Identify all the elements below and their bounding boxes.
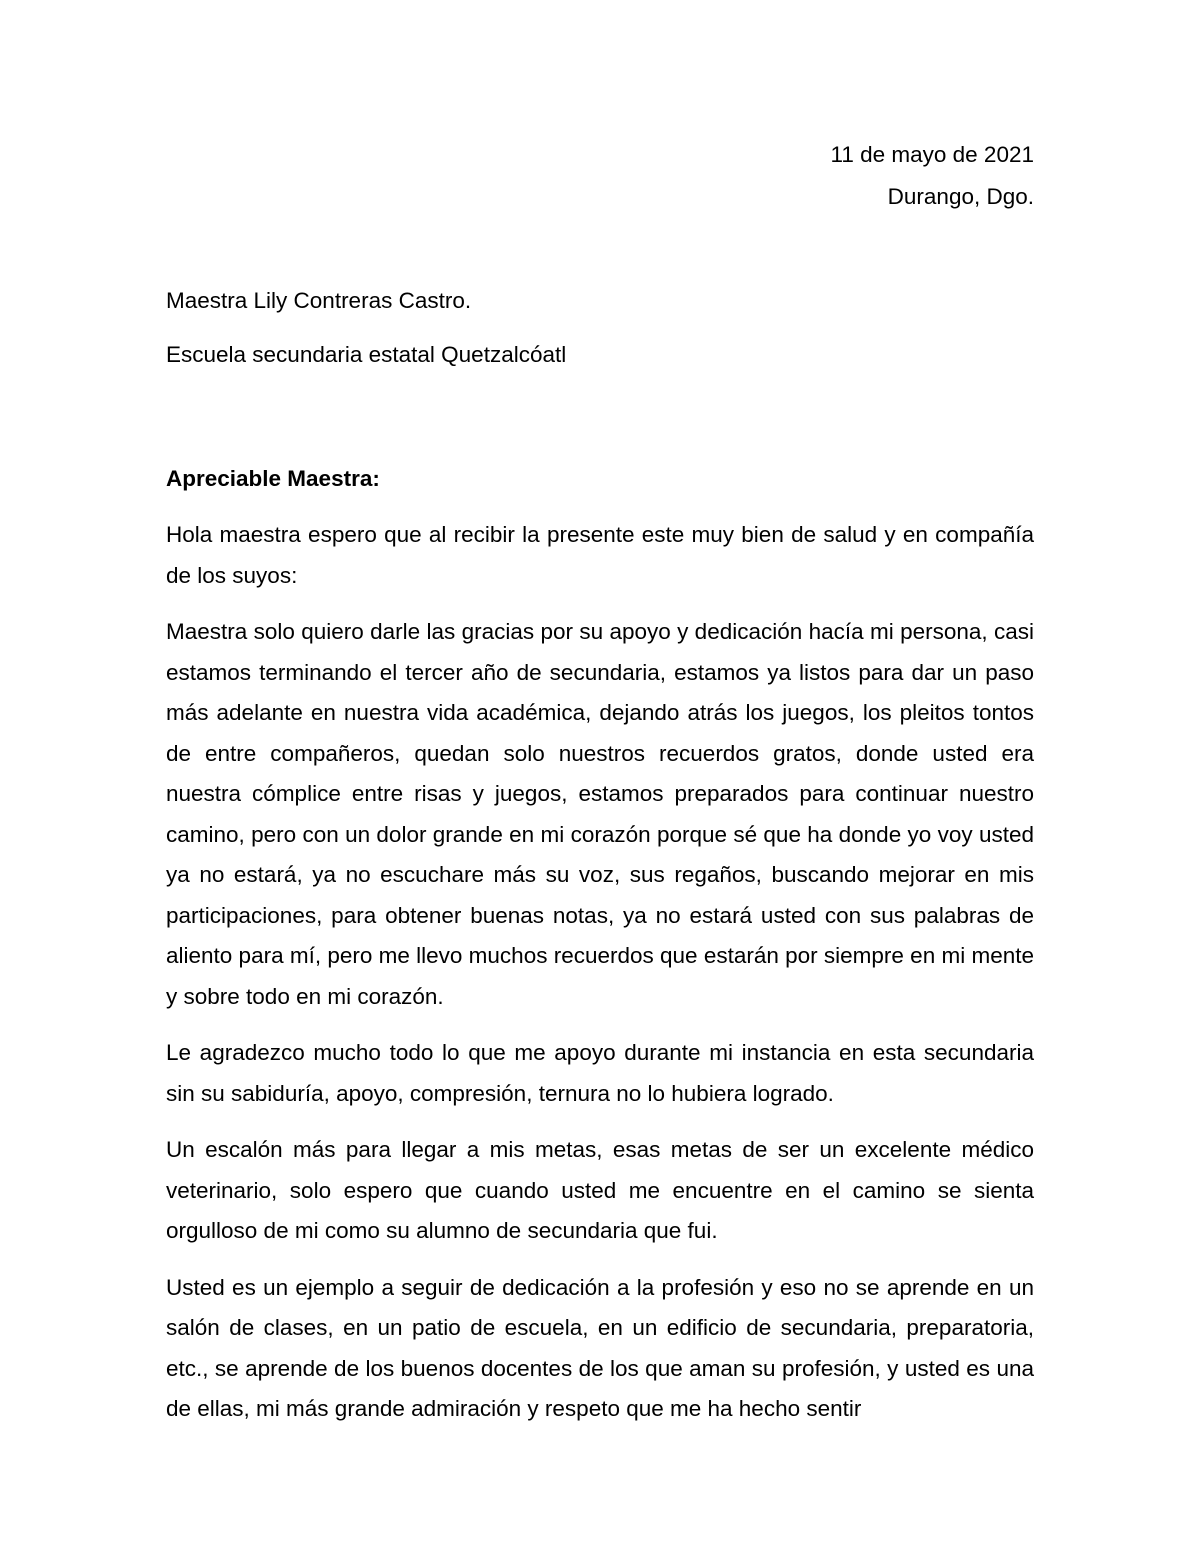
letter-place: Durango, Dgo. — [887, 184, 1034, 209]
paragraph-goals: Un escalón más para llegar a mis metas, esas metas de ser un excelente médico veterinario, solo espero que cuando usted me encuentre en el camino se sienta orgulloso de mi como su alumno de secundaria que fui. — [166, 1137, 1034, 1243]
recipient-school: Escuela secundaria estatal Quetzalcóatl — [166, 342, 567, 367]
paragraph-example: Usted es un ejemplo a seguir de dedicación a la profesión y eso no se aprende en un salón de clases, en un patio de escuela, en un edificio de secundaria, preparatoria, etc., se aprende de los buenos docentes de los que aman su profesión, y usted es una de ellas, mi más grande admiración y respeto que me ha hecho sentir — [166, 1274, 1034, 1421]
paragraph-gratitude: Le agradezco mucho todo lo que me apoyo durante mi instancia en esta secundaria sin su sabiduría, apoyo, compresión, ternura no lo hubiera logrado. — [166, 1040, 1034, 1106]
paragraph-greeting: Hola maestra espero que al recibir la presente este muy bien de salud y en compañía de los suyos: — [166, 522, 1034, 588]
letter-date: 11 de mayo de 2021 — [830, 142, 1034, 167]
recipient-name: Maestra Lily Contreras Castro. — [166, 288, 472, 313]
paragraph-thanks: Maestra solo quiero darle las gracias por su apoyo y dedicación hacía mi persona, casi estamos terminando el tercer año de secundaria, estamos ya listos para dar un paso más adelante en nuestra vida académica, dejando atrás los juegos, los pleitos tontos de entre compañeros, quedan solo nuestros recuerdos gratos, donde usted era nuestra cómplice entre risas y juegos, estamos preparados para continuar nuestro camino, pero con un dolor grande en mi corazón porque sé que ha donde yo voy usted ya no estará, ya no escuchare más su voz, sus regaños, buscando mejorar en mis participaciones, para obtener buenas notas, ya no estará usted con sus palabras de aliento para mí, pero me llevo muchos recuerdos que estarán por siempre en mi mente y sobre todo en mi corazón. — [166, 619, 1034, 1009]
letter-body — [166, 134, 1034, 1430]
salutation: Apreciable Maestra: — [166, 466, 380, 491]
